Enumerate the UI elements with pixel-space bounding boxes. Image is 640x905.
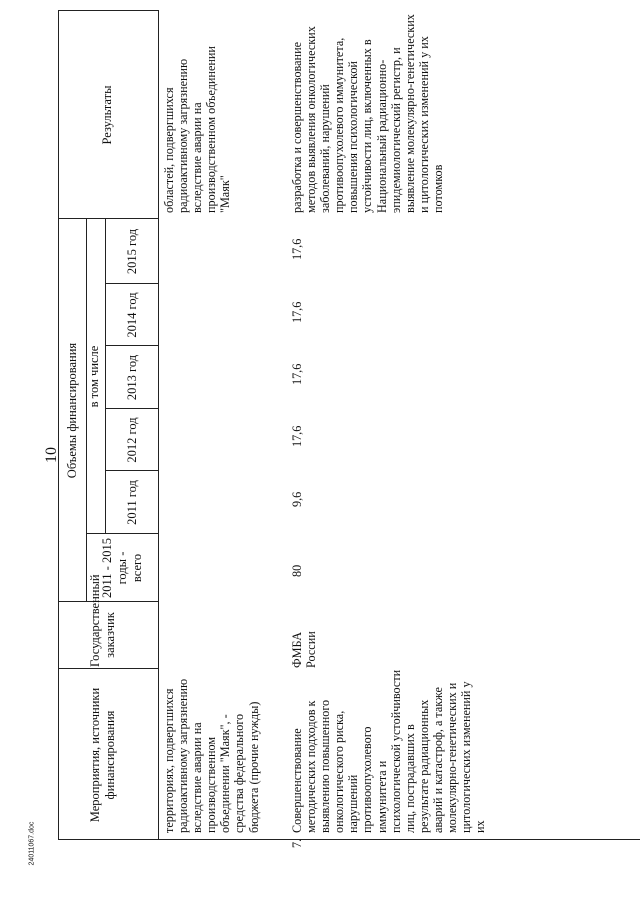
header-year-2014: 2014 год — [125, 292, 139, 338]
header-year-2013: 2013 год — [125, 354, 139, 401]
page-number: 10 — [43, 447, 60, 463]
row-cont-result: областей, подвергшихся радиоактивному загрязнению вследствие аварии на производственном объединении "Маяк" — [162, 46, 233, 213]
row-7-total: 80 — [290, 564, 304, 577]
header-measures: Мероприятия, источники финансирования — [88, 687, 117, 823]
row-7-value-2012: 17,6 — [290, 425, 304, 447]
row-7-number: 7. — [290, 838, 304, 848]
header-year-2012: 2012 год — [125, 417, 139, 463]
funding-table — [58, 0, 640, 905]
row-cont-measure: территориях, подвергшихся радиоактивному загрязнению вследствие аварии на производственном объединении "Маяк", - средства федерального бюджета (прочие нужды) — [162, 678, 261, 833]
header-customer: Государственный заказчик — [88, 574, 117, 667]
row-7-value-2011: 9,6 — [290, 491, 304, 507]
table-top-border — [58, 10, 59, 840]
row-7-result: разработка и совершенствование методов выявления онкологических заболеваний, нарушений противоопухолевого иммунитета, повышения психологической устойчивости лиц, включенных в Национальный радиационно-эпидемиологический регистр, и выявление молекулярно-генетических и цитологических изменений у их потомков — [290, 14, 445, 213]
header-including: в том числе — [87, 345, 101, 408]
col-rule-customer — [58, 668, 158, 669]
row-7-value-2013: 17,6 — [290, 363, 304, 385]
row-7-value-2015: 17,6 — [290, 238, 304, 260]
header-year-2011: 2011 год — [125, 480, 139, 525]
row-7-measure: Совершенствование методических подходов к выявлению повышенного онкологического риска, нарушений противоопухолевого иммунитета и психологической устойчивости лиц, пострадавших в результате радиационных аварий и катастроф, а также молекулярно-генетических и цитологических изменений у их — [290, 669, 488, 833]
header-total: 2011 - 2015 годы - всего — [100, 538, 144, 598]
row-7-value-2014: 17,6 — [290, 301, 304, 323]
col-rule-measure — [58, 839, 640, 840]
header-funding-volumes: Объемы финансирования — [65, 342, 79, 479]
incl-rule — [105, 219, 106, 534]
row-7-customer: ФМБА России — [290, 631, 319, 668]
header-bottom-rule — [158, 10, 159, 840]
header-results: Результаты — [100, 85, 114, 145]
document-footer-id: 24011067.doc — [28, 821, 36, 866]
header-year-2015: 2015 год — [125, 228, 139, 275]
